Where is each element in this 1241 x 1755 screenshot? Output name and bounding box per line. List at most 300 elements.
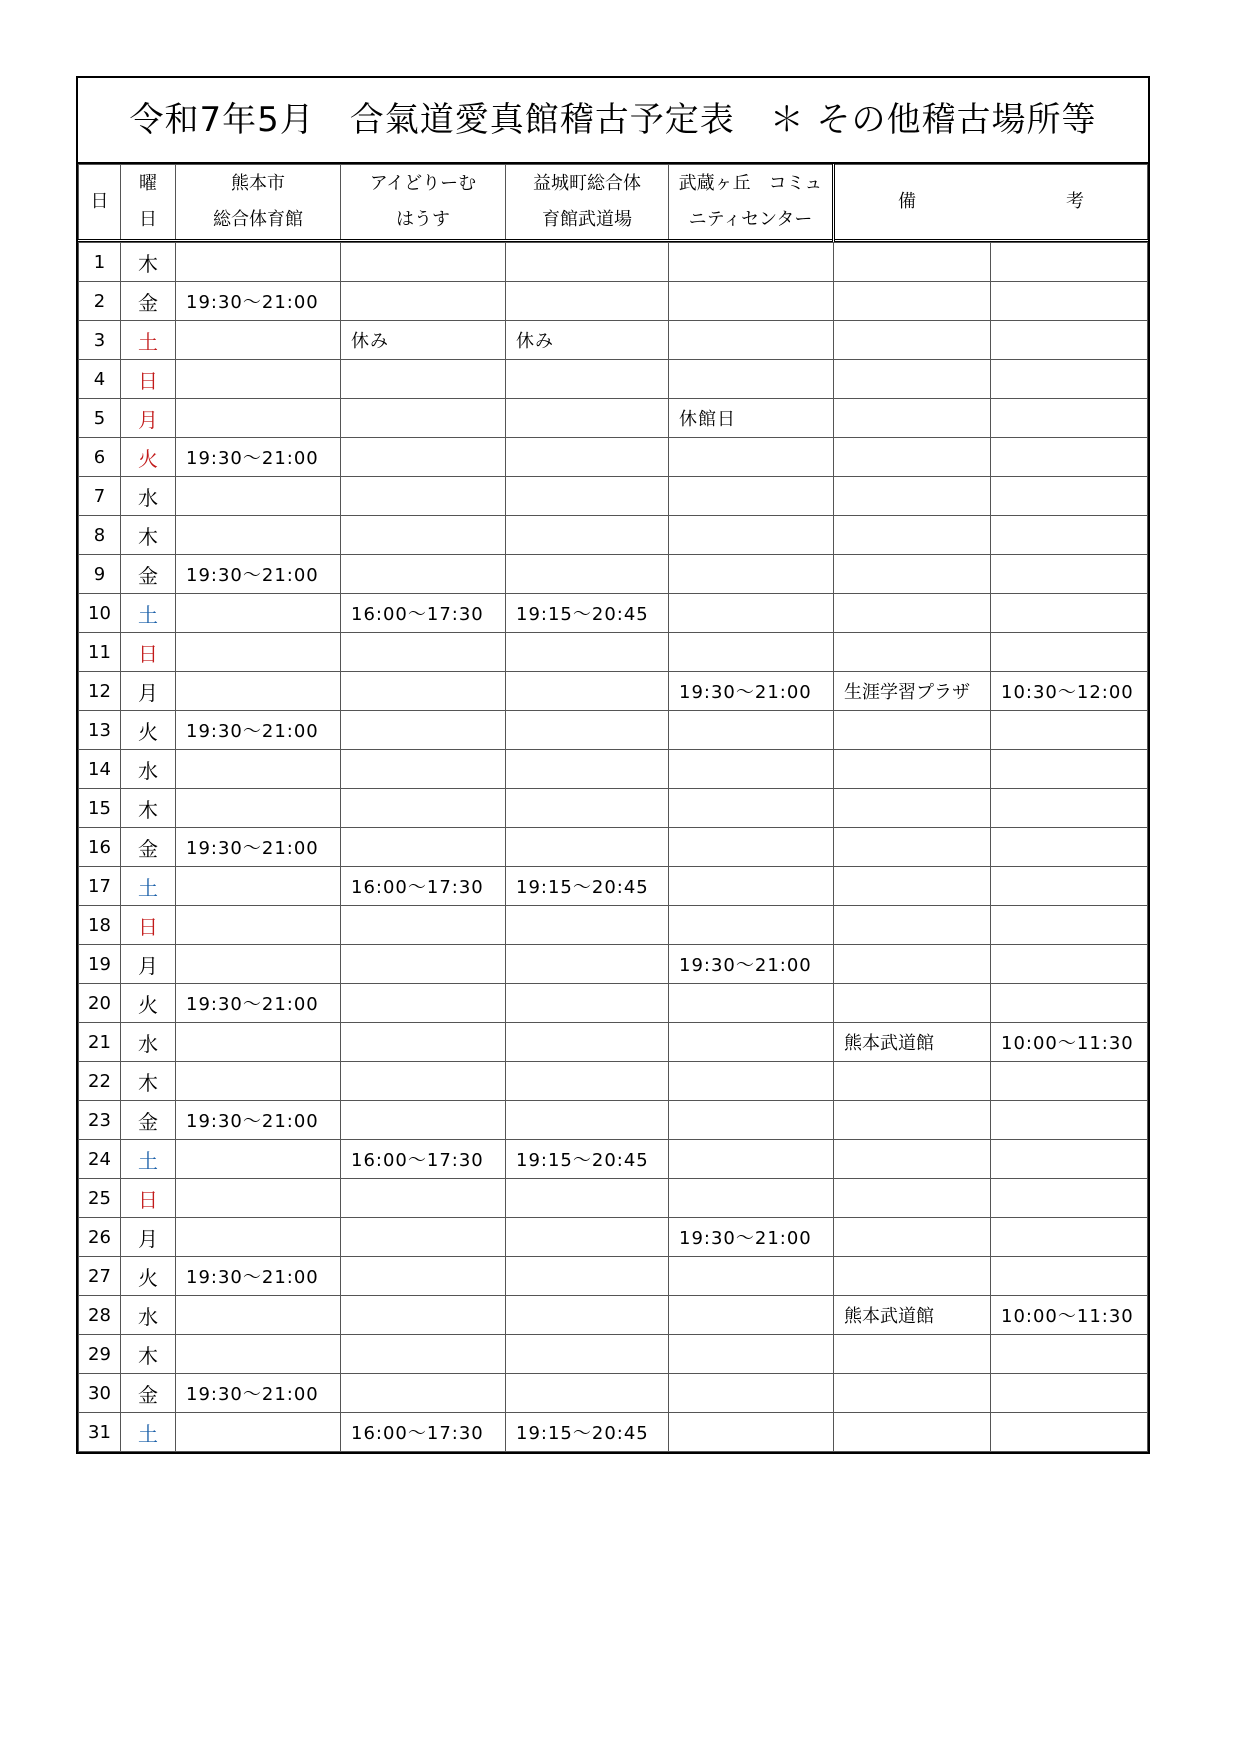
aidream-cell bbox=[341, 1257, 506, 1296]
table-row bbox=[79, 1140, 1148, 1179]
musashigaoka-cell bbox=[669, 1062, 834, 1101]
remarks-time-cell bbox=[991, 360, 1148, 399]
weekday-cell: 月 bbox=[121, 399, 176, 438]
aidream-cell bbox=[341, 1101, 506, 1140]
header-dow-line2: 日 bbox=[139, 209, 157, 230]
aidream-cell bbox=[341, 945, 506, 984]
aidream-cell bbox=[341, 1062, 506, 1101]
musashigaoka-cell bbox=[669, 282, 834, 321]
remarks-place-cell bbox=[834, 906, 991, 945]
mashiki-cell bbox=[506, 672, 669, 711]
musashigaoka-cell bbox=[669, 1374, 834, 1413]
schedule-rows bbox=[79, 243, 1148, 1452]
mashiki-cell bbox=[506, 399, 669, 438]
remarks-place-cell bbox=[834, 633, 991, 672]
table-row bbox=[79, 1413, 1148, 1452]
remarks-time-cell bbox=[991, 1218, 1148, 1257]
header-col1-line1: 熊本市 bbox=[231, 173, 285, 194]
weekday-cell: 月 bbox=[121, 1218, 176, 1257]
header-dow-line1: 曜 bbox=[139, 173, 157, 194]
remarks-time-cell bbox=[991, 945, 1148, 984]
weekday-cell: 火 bbox=[121, 711, 176, 750]
table-row bbox=[79, 711, 1148, 750]
table-row bbox=[79, 360, 1148, 399]
remarks-time-cell bbox=[991, 1140, 1148, 1179]
remarks-place-cell bbox=[834, 1179, 991, 1218]
weekday-cell: 金 bbox=[121, 1374, 176, 1413]
remarks-time-cell bbox=[991, 1374, 1148, 1413]
day-cell: 19 bbox=[79, 945, 121, 984]
remarks-time-cell bbox=[991, 1062, 1148, 1101]
remarks-time-cell bbox=[991, 750, 1148, 789]
musashigaoka-cell bbox=[669, 984, 834, 1023]
day-cell: 17 bbox=[79, 867, 121, 906]
musashigaoka-cell: 19:30～21:00 bbox=[669, 672, 834, 711]
mashiki-cell bbox=[506, 1374, 669, 1413]
mashiki-cell bbox=[506, 1101, 669, 1140]
sogo-taiikukan-cell: 19:30～21:00 bbox=[176, 555, 341, 594]
sogo-taiikukan-cell: 19:30～21:00 bbox=[176, 1257, 341, 1296]
header-col-sogo-taiikukan bbox=[176, 165, 341, 241]
remarks-place-cell bbox=[834, 1101, 991, 1140]
weekday-cell: 火 bbox=[121, 1257, 176, 1296]
mashiki-cell bbox=[506, 438, 669, 477]
schedule-header bbox=[78, 164, 1148, 242]
day-cell: 21 bbox=[79, 1023, 121, 1062]
musashigaoka-cell bbox=[669, 243, 834, 282]
header-col2-line1: アイどりーむ bbox=[369, 173, 477, 194]
mashiki-cell bbox=[506, 243, 669, 282]
table-row bbox=[79, 1257, 1148, 1296]
table-row bbox=[79, 477, 1148, 516]
aidream-cell: 16:00～17:30 bbox=[341, 1413, 506, 1452]
musashigaoka-cell bbox=[669, 594, 834, 633]
aidream-cell bbox=[341, 1296, 506, 1335]
remarks-place-cell bbox=[834, 282, 991, 321]
header-col-mashiki bbox=[506, 165, 669, 241]
weekday-cell: 日 bbox=[121, 906, 176, 945]
table-row bbox=[79, 516, 1148, 555]
table-row bbox=[79, 1062, 1148, 1101]
mashiki-cell bbox=[506, 516, 669, 555]
header-dow bbox=[121, 165, 176, 241]
sogo-taiikukan-cell bbox=[176, 1140, 341, 1179]
page-title: 令和7年5月 合氣道愛真館稽古予定表 ＊ その他稽古場所等 bbox=[78, 78, 1148, 164]
musashigaoka-cell bbox=[669, 1179, 834, 1218]
musashigaoka-cell bbox=[669, 555, 834, 594]
remarks-time-cell bbox=[991, 867, 1148, 906]
weekday-cell: 日 bbox=[121, 360, 176, 399]
aidream-cell bbox=[341, 477, 506, 516]
remarks-place-cell bbox=[834, 399, 991, 438]
day-cell: 5 bbox=[79, 399, 121, 438]
day-cell: 8 bbox=[79, 516, 121, 555]
remarks-place-cell bbox=[834, 1413, 991, 1452]
musashigaoka-cell: 19:30～21:00 bbox=[669, 945, 834, 984]
table-row bbox=[79, 1218, 1148, 1257]
remarks-place-cell bbox=[834, 321, 991, 360]
mashiki-cell bbox=[506, 1023, 669, 1062]
aidream-cell: 16:00～17:30 bbox=[341, 594, 506, 633]
schedule-table bbox=[78, 242, 1148, 1452]
table-row bbox=[79, 1101, 1148, 1140]
remarks-time-cell: 10:00～11:30 bbox=[991, 1296, 1148, 1335]
remarks-time-cell bbox=[991, 399, 1148, 438]
sogo-taiikukan-cell bbox=[176, 789, 341, 828]
mashiki-cell: 19:15～20:45 bbox=[506, 594, 669, 633]
day-cell: 31 bbox=[79, 1413, 121, 1452]
day-cell: 29 bbox=[79, 1335, 121, 1374]
musashigaoka-cell bbox=[669, 438, 834, 477]
sogo-taiikukan-cell bbox=[176, 321, 341, 360]
table-row bbox=[79, 789, 1148, 828]
musashigaoka-cell bbox=[669, 711, 834, 750]
remarks-place-cell bbox=[834, 711, 991, 750]
remarks-place-cell bbox=[834, 477, 991, 516]
mashiki-cell bbox=[506, 1335, 669, 1374]
musashigaoka-cell bbox=[669, 1335, 834, 1374]
remarks-time-cell: 10:30～12:00 bbox=[991, 672, 1148, 711]
sogo-taiikukan-cell: 19:30～21:00 bbox=[176, 282, 341, 321]
mashiki-cell bbox=[506, 1179, 669, 1218]
day-cell: 25 bbox=[79, 1179, 121, 1218]
header-col4-line2: ニティセンター bbox=[688, 209, 813, 230]
day-cell: 26 bbox=[79, 1218, 121, 1257]
weekday-cell: 日 bbox=[121, 633, 176, 672]
day-cell: 10 bbox=[79, 594, 121, 633]
table-row bbox=[79, 750, 1148, 789]
musashigaoka-cell bbox=[669, 1140, 834, 1179]
weekday-cell: 金 bbox=[121, 1101, 176, 1140]
sogo-taiikukan-cell bbox=[176, 906, 341, 945]
aidream-cell bbox=[341, 1179, 506, 1218]
aidream-cell bbox=[341, 438, 506, 477]
aidream-cell bbox=[341, 243, 506, 282]
musashigaoka-cell bbox=[669, 750, 834, 789]
remarks-time-cell bbox=[991, 633, 1148, 672]
weekday-cell: 土 bbox=[121, 867, 176, 906]
sogo-taiikukan-cell bbox=[176, 1335, 341, 1374]
weekday-cell: 日 bbox=[121, 1179, 176, 1218]
mashiki-cell bbox=[506, 477, 669, 516]
remarks-place-cell: 熊本武道館 bbox=[834, 1296, 991, 1335]
day-cell: 6 bbox=[79, 438, 121, 477]
aidream-cell bbox=[341, 1023, 506, 1062]
sogo-taiikukan-cell: 19:30～21:00 bbox=[176, 1101, 341, 1140]
header-col2-line2: はうす bbox=[396, 209, 450, 230]
musashigaoka-cell bbox=[669, 828, 834, 867]
sogo-taiikukan-cell bbox=[176, 1413, 341, 1452]
aidream-cell bbox=[341, 1374, 506, 1413]
remarks-place-cell bbox=[834, 984, 991, 1023]
aidream-cell: 休み bbox=[341, 321, 506, 360]
sogo-taiikukan-cell: 19:30～21:00 bbox=[176, 438, 341, 477]
remarks-place-cell bbox=[834, 360, 991, 399]
aidream-cell bbox=[341, 750, 506, 789]
header-col3-line1: 益城町総合体 bbox=[533, 173, 641, 194]
musashigaoka-cell bbox=[669, 1296, 834, 1335]
table-row bbox=[79, 1179, 1148, 1218]
remarks-place-cell bbox=[834, 243, 991, 282]
mashiki-cell bbox=[506, 282, 669, 321]
table-row bbox=[79, 1335, 1148, 1374]
table-row bbox=[79, 867, 1148, 906]
musashigaoka-cell bbox=[669, 1257, 834, 1296]
remarks-time-cell bbox=[991, 1413, 1148, 1452]
aidream-cell bbox=[341, 633, 506, 672]
day-cell: 4 bbox=[79, 360, 121, 399]
remarks-time-cell bbox=[991, 711, 1148, 750]
musashigaoka-cell: 19:30～21:00 bbox=[669, 1218, 834, 1257]
remarks-time-cell bbox=[991, 1101, 1148, 1140]
remarks-time-cell: 10:00～11:30 bbox=[991, 1023, 1148, 1062]
sogo-taiikukan-cell bbox=[176, 594, 341, 633]
musashigaoka-cell bbox=[669, 477, 834, 516]
aidream-cell bbox=[341, 672, 506, 711]
sogo-taiikukan-cell bbox=[176, 672, 341, 711]
weekday-cell: 土 bbox=[121, 1140, 176, 1179]
mashiki-cell bbox=[506, 633, 669, 672]
table-row bbox=[79, 1374, 1148, 1413]
weekday-cell: 土 bbox=[121, 1413, 176, 1452]
day-cell: 16 bbox=[79, 828, 121, 867]
remarks-time-cell bbox=[991, 243, 1148, 282]
header-col-aidream bbox=[341, 165, 506, 241]
musashigaoka-cell bbox=[669, 633, 834, 672]
table-row bbox=[79, 282, 1148, 321]
table-row bbox=[79, 1296, 1148, 1335]
table-row bbox=[79, 984, 1148, 1023]
sogo-taiikukan-cell bbox=[176, 1062, 341, 1101]
aidream-cell bbox=[341, 1335, 506, 1374]
musashigaoka-cell bbox=[669, 906, 834, 945]
day-cell: 9 bbox=[79, 555, 121, 594]
musashigaoka-cell bbox=[669, 789, 834, 828]
weekday-cell: 土 bbox=[121, 321, 176, 360]
sogo-taiikukan-cell: 19:30～21:00 bbox=[176, 828, 341, 867]
table-row bbox=[79, 594, 1148, 633]
remarks-time-cell bbox=[991, 516, 1148, 555]
remarks-place-cell bbox=[834, 750, 991, 789]
weekday-cell: 金 bbox=[121, 282, 176, 321]
sogo-taiikukan-cell bbox=[176, 867, 341, 906]
mashiki-cell: 19:15～20:45 bbox=[506, 867, 669, 906]
day-cell: 18 bbox=[79, 906, 121, 945]
weekday-cell: 水 bbox=[121, 1296, 176, 1335]
day-cell: 7 bbox=[79, 477, 121, 516]
musashigaoka-cell bbox=[669, 867, 834, 906]
remarks-time-cell bbox=[991, 282, 1148, 321]
aidream-cell bbox=[341, 711, 506, 750]
table-row bbox=[79, 945, 1148, 984]
aidream-cell bbox=[341, 555, 506, 594]
table-row bbox=[79, 828, 1148, 867]
weekday-cell: 土 bbox=[121, 594, 176, 633]
mashiki-cell bbox=[506, 1296, 669, 1335]
remarks-time-cell bbox=[991, 828, 1148, 867]
remarks-time-cell bbox=[991, 984, 1148, 1023]
mashiki-cell bbox=[506, 711, 669, 750]
aidream-cell: 16:00～17:30 bbox=[341, 867, 506, 906]
day-cell: 28 bbox=[79, 1296, 121, 1335]
remarks-time-cell bbox=[991, 594, 1148, 633]
mashiki-cell: 休み bbox=[506, 321, 669, 360]
weekday-cell: 月 bbox=[121, 945, 176, 984]
weekday-cell: 木 bbox=[121, 243, 176, 282]
musashigaoka-cell bbox=[669, 1413, 834, 1452]
musashigaoka-cell bbox=[669, 360, 834, 399]
musashigaoka-cell bbox=[669, 321, 834, 360]
aidream-cell bbox=[341, 828, 506, 867]
weekday-cell: 金 bbox=[121, 555, 176, 594]
sogo-taiikukan-cell bbox=[176, 1296, 341, 1335]
weekday-cell: 木 bbox=[121, 789, 176, 828]
sogo-taiikukan-cell bbox=[176, 243, 341, 282]
mashiki-cell bbox=[506, 906, 669, 945]
sogo-taiikukan-cell: 19:30～21:00 bbox=[176, 984, 341, 1023]
day-cell: 20 bbox=[79, 984, 121, 1023]
musashigaoka-cell bbox=[669, 516, 834, 555]
schedule-sheet bbox=[76, 76, 1150, 1454]
remarks-time-cell bbox=[991, 321, 1148, 360]
sogo-taiikukan-cell bbox=[176, 477, 341, 516]
table-row bbox=[79, 1023, 1148, 1062]
sogo-taiikukan-cell bbox=[176, 1179, 341, 1218]
header-remarks-b: 考 bbox=[1066, 191, 1084, 212]
weekday-cell: 水 bbox=[121, 1023, 176, 1062]
mashiki-cell bbox=[506, 945, 669, 984]
weekday-cell: 火 bbox=[121, 438, 176, 477]
remarks-time-cell bbox=[991, 438, 1148, 477]
remarks-time-cell bbox=[991, 477, 1148, 516]
sogo-taiikukan-cell bbox=[176, 516, 341, 555]
mashiki-cell bbox=[506, 984, 669, 1023]
remarks-place-cell: 生涯学習プラザ bbox=[834, 672, 991, 711]
header-remarks-a: 備 bbox=[898, 191, 916, 212]
remarks-time-cell bbox=[991, 1257, 1148, 1296]
remarks-place-cell: 熊本武道館 bbox=[834, 1023, 991, 1062]
sogo-taiikukan-cell: 19:30～21:00 bbox=[176, 1374, 341, 1413]
day-cell: 12 bbox=[79, 672, 121, 711]
day-cell: 1 bbox=[79, 243, 121, 282]
day-cell: 11 bbox=[79, 633, 121, 672]
weekday-cell: 木 bbox=[121, 1062, 176, 1101]
table-row bbox=[79, 321, 1148, 360]
table-row bbox=[79, 399, 1148, 438]
remarks-place-cell bbox=[834, 555, 991, 594]
weekday-cell: 火 bbox=[121, 984, 176, 1023]
weekday-cell: 月 bbox=[121, 672, 176, 711]
remarks-place-cell bbox=[834, 1257, 991, 1296]
mashiki-cell bbox=[506, 789, 669, 828]
header-col-musashigaoka bbox=[669, 165, 834, 241]
day-cell: 22 bbox=[79, 1062, 121, 1101]
day-cell: 14 bbox=[79, 750, 121, 789]
sogo-taiikukan-cell bbox=[176, 750, 341, 789]
day-cell: 24 bbox=[79, 1140, 121, 1179]
mashiki-cell bbox=[506, 828, 669, 867]
remarks-time-cell bbox=[991, 789, 1148, 828]
day-cell: 30 bbox=[79, 1374, 121, 1413]
remarks-time-cell bbox=[991, 1179, 1148, 1218]
sogo-taiikukan-cell bbox=[176, 633, 341, 672]
day-cell: 3 bbox=[79, 321, 121, 360]
musashigaoka-cell: 休館日 bbox=[669, 399, 834, 438]
sogo-taiikukan-cell bbox=[176, 1023, 341, 1062]
remarks-place-cell bbox=[834, 1062, 991, 1101]
remarks-place-cell bbox=[834, 867, 991, 906]
musashigaoka-cell bbox=[669, 1101, 834, 1140]
weekday-cell: 木 bbox=[121, 516, 176, 555]
day-cell: 15 bbox=[79, 789, 121, 828]
remarks-time-cell bbox=[991, 1335, 1148, 1374]
aidream-cell bbox=[341, 1218, 506, 1257]
table-row bbox=[79, 672, 1148, 711]
day-cell: 13 bbox=[79, 711, 121, 750]
sogo-taiikukan-cell: 19:30～21:00 bbox=[176, 711, 341, 750]
weekday-cell: 水 bbox=[121, 477, 176, 516]
header-col4-line1: 武蔵ヶ丘 コミュ bbox=[678, 173, 823, 194]
remarks-place-cell bbox=[834, 516, 991, 555]
header-remarks bbox=[834, 165, 1148, 241]
mashiki-cell bbox=[506, 1218, 669, 1257]
aidream-cell bbox=[341, 360, 506, 399]
mashiki-cell bbox=[506, 1257, 669, 1296]
remarks-place-cell bbox=[834, 1374, 991, 1413]
remarks-place-cell bbox=[834, 828, 991, 867]
mashiki-cell: 19:15～20:45 bbox=[506, 1413, 669, 1452]
mashiki-cell bbox=[506, 555, 669, 594]
weekday-cell: 木 bbox=[121, 1335, 176, 1374]
aidream-cell bbox=[341, 789, 506, 828]
mashiki-cell bbox=[506, 1062, 669, 1101]
aidream-cell bbox=[341, 516, 506, 555]
mashiki-cell bbox=[506, 750, 669, 789]
aidream-cell: 16:00～17:30 bbox=[341, 1140, 506, 1179]
remarks-place-cell bbox=[834, 1335, 991, 1374]
aidream-cell bbox=[341, 906, 506, 945]
remarks-place-cell bbox=[834, 594, 991, 633]
day-cell: 27 bbox=[79, 1257, 121, 1296]
aidream-cell bbox=[341, 399, 506, 438]
header-col1-line2: 総合体育館 bbox=[213, 209, 303, 230]
table-row bbox=[79, 633, 1148, 672]
remarks-place-cell bbox=[834, 789, 991, 828]
remarks-place-cell bbox=[834, 438, 991, 477]
day-cell: 23 bbox=[79, 1101, 121, 1140]
table-row bbox=[79, 438, 1148, 477]
day-cell: 2 bbox=[79, 282, 121, 321]
table-row bbox=[79, 243, 1148, 282]
aidream-cell bbox=[341, 984, 506, 1023]
weekday-cell: 金 bbox=[121, 828, 176, 867]
table-row bbox=[79, 906, 1148, 945]
sogo-taiikukan-cell bbox=[176, 399, 341, 438]
sogo-taiikukan-cell bbox=[176, 360, 341, 399]
aidream-cell bbox=[341, 282, 506, 321]
header-day: 日 bbox=[79, 165, 121, 241]
mashiki-cell: 19:15～20:45 bbox=[506, 1140, 669, 1179]
mashiki-cell bbox=[506, 360, 669, 399]
sogo-taiikukan-cell bbox=[176, 1218, 341, 1257]
remarks-time-cell bbox=[991, 906, 1148, 945]
remarks-place-cell bbox=[834, 1218, 991, 1257]
remarks-time-cell bbox=[991, 555, 1148, 594]
weekday-cell: 水 bbox=[121, 750, 176, 789]
musashigaoka-cell bbox=[669, 1023, 834, 1062]
table-row bbox=[79, 555, 1148, 594]
sogo-taiikukan-cell bbox=[176, 945, 341, 984]
